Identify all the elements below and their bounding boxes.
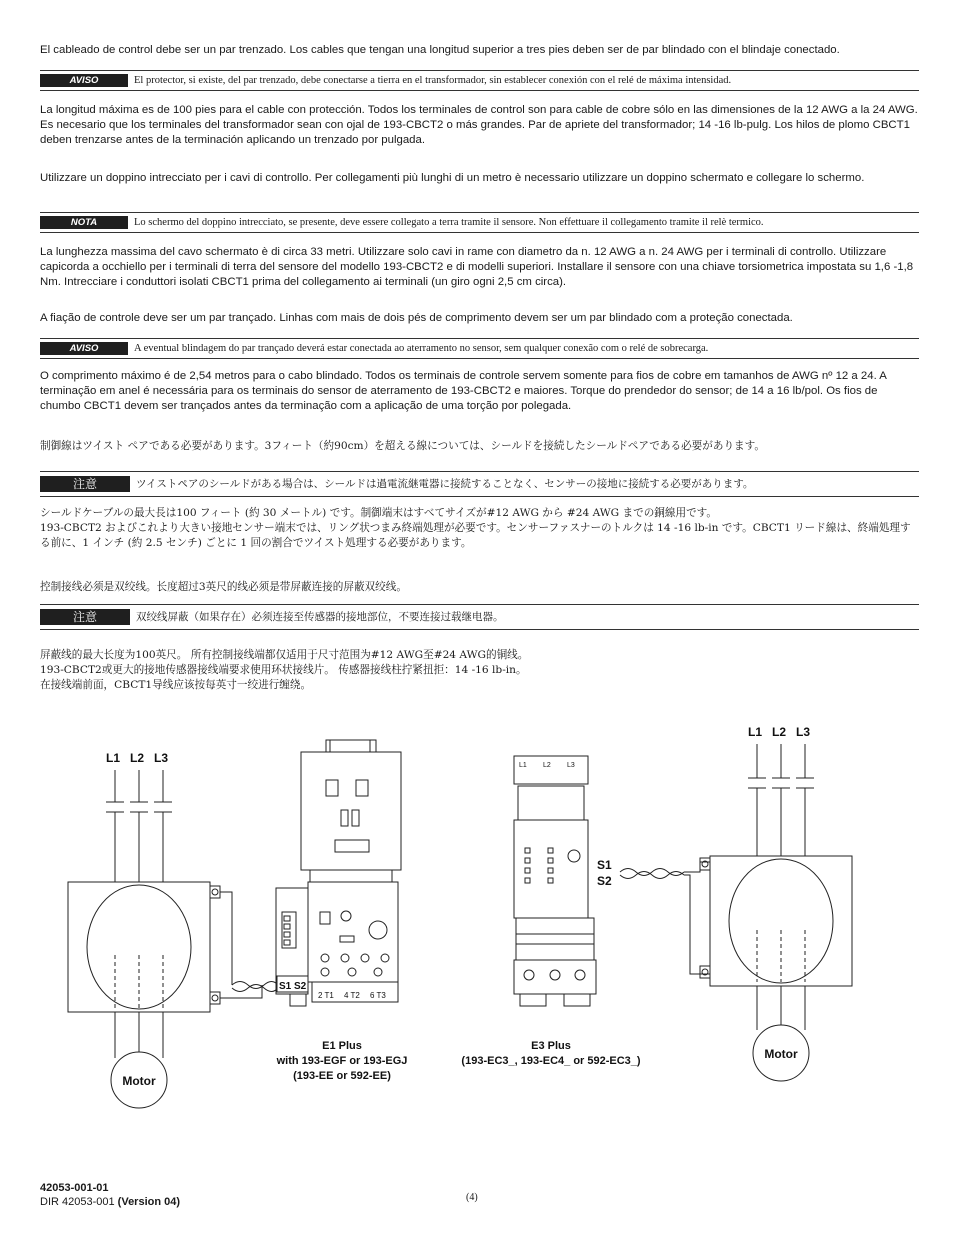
japanese-paragraph-1: 制御線はツイスト ペアである必要があります。3フィート（約90cm）を超える線については、シールドを接続したシールドペアである必要があります。 [40, 440, 765, 452]
e3-s1-label: S1 [597, 858, 612, 872]
e3-top-l3: L3 [567, 762, 575, 769]
left-twisted-pair-cable [220, 892, 278, 998]
e1-caption-1: E1 Plus [322, 1040, 362, 1052]
chinese-paragraph-1: 控制接线必须是双绞线。长度超过3英尺的线必须是带屏蔽连接的屏蔽双绞线。 [40, 581, 407, 593]
page-number: (4) [466, 1192, 478, 1203]
portuguese-paragraph-2: O comprimento máximo é de 2,54 metros para o cabo blindado. Todos os terminais de controle servem somente para fios de cobre em tamanhos de AWG nº 12 a 24. A terminação em anel é necessária para os terminais do sensor de aterramento de 193-CBCT2 e maiores. Torque do prendedor do sensor; de 14 a 16 lb/pol. Os fios de chumbo CBCT1 devem ser trançados antes da terminação com a aplicação de uma torção por polegada. [40, 370, 887, 412]
spanish-paragraph-1: El cableado de control debe ser un par trenzado. Los cables que tengan una longitud superior a tres pies deben ser de par blindado con el blindaje conectado. [40, 44, 840, 56]
chinese-paragraph-2a: 屏蔽线的最大长度为100英尺。 所有控制接线端都仅适用于尺寸范围为#12 AWG至#24 AWG的铜线。 [40, 649, 529, 661]
right-l1-label: L1 [748, 725, 763, 739]
italian-paragraph-2: La lunghezza massima del cavo schermato è di circa 33 metri. Utilizzare solo cavi in rame con diametro da n. 12 AWG a n. 24 AWG per i terminali di controllo. Utilizzare capicorda a occhiello per i terminali di terra del sensore del modello 193-CBCT2 e di modelli superiori. Installare il sensore con una chiave torsiometrica impostata su 1,6 -1,8 Nm. Intrecciare i conduttori isolati CBCT1 prima del collegamento ai terminali (un giro ogni 2,5 cm circa). [40, 246, 914, 288]
left-motor-label: Motor [122, 1074, 156, 1088]
document-number: 42053-001-01 [40, 1182, 109, 1194]
left-l2-label: L2 [130, 751, 145, 765]
version-label: (Version 04) [117, 1196, 181, 1208]
e1-caption-3: (193-EE or 592-EE) [293, 1070, 391, 1082]
notice-text: Lo schermo del doppino intrecciato, se presente, deve essere collegato a terra tramite il sensore. Non effettuare il collegamento tramite il relè termico. [134, 217, 764, 228]
chinese-paragraph-2b: 193-CBCT2或更大的接地传感器接线端要求使用环状接线片。 传感器接线柱拧紧扭拒：14 -16 lb-in。 [40, 664, 527, 676]
notice-text: A eventual blindagem do par trançado deverá estar conectada ao aterramento no sensor, sem qualquer conexão com o relé de sobrecarga. [134, 343, 709, 354]
e3-caption-1: E3 Plus [531, 1040, 571, 1052]
notice-tag: NOTA [40, 216, 128, 229]
e3-s2-label: S2 [597, 874, 612, 888]
chinese-paragraph-2c: 在接线端前面，CBCT1导线应该按每英寸一绞进行缠绕。 [40, 679, 312, 691]
e3-relay [514, 756, 596, 1006]
e1-s1s2-label: S1 S2 [279, 981, 307, 992]
italian-paragraph-1: Utilizzare un doppino intrecciato per i cavi di controllo. Per collegamenti più lunghi di un metro è necessario utilizzare un doppino schermato e collegare lo schermo. [40, 172, 865, 184]
e1-t1-label: 2 T1 [318, 991, 334, 1000]
e3-caption-2: (193-EC3_, 193-EC4_ or 592-EC3_) [461, 1055, 641, 1067]
e3-top-l1: L1 [519, 762, 527, 769]
notice-text: ツイストペアのシールドがある場合は、シールドは過電流継電器に接続することなく、センサーの接地に接続する必要があります。 [136, 478, 754, 490]
left-line-conductors [106, 770, 172, 1058]
left-l3-label: L3 [154, 751, 169, 765]
notice-tag: 注意 [40, 476, 130, 492]
portuguese-paragraph-1: A fiação de controle deve ser um par trançado. Linhas com mais de dois pés de comprimento devem ser um par blindado com a proteção conectada. [40, 312, 793, 324]
left-l1-label: L1 [106, 751, 121, 765]
right-twisted-pair-cable [620, 862, 710, 974]
notice-tag: AVISO [40, 342, 128, 355]
e3-top-l2: L2 [543, 762, 551, 769]
left-ground-fault-sensor [68, 882, 220, 1012]
japanese-paragraph-2b: 193-CBCT2 およびこれより大きい接地センサー端末では、リング状つまみ終端処理が必要です。センサーファスナーのトルクは 14 -16 lb-in です。CBCT1 リード線は、終端処理する前に、1 インチ (約 2.5 センチ) ごとに 1 回の割合でツイスト処理する必要があります。 [40, 522, 911, 549]
e1-t2-label: 4 T2 [344, 991, 360, 1000]
notice-text: 双绞线屏蔽（如果存在）必须连接至传感器的接地部位，不要连接过载继电器。 [136, 611, 504, 623]
notice-tag: 注意 [40, 609, 130, 625]
dir-number: DIR 42053-001 [40, 1196, 118, 1208]
e1-contactor [301, 740, 401, 882]
e1-caption-2: with 193-EGF or 193-EGJ [276, 1055, 408, 1067]
notice-tag: AVISO [40, 74, 128, 87]
notice-text: El protector, si existe, del par trenzado, debe conectarse a tierra en el transformador, sin establecer conexión con el relé de máxima intensidad. [134, 75, 732, 86]
japanese-paragraph-2a: シールドケーブルの最大長は100 フィート (約 30 メートル) です。制御端末はすべてサイズが#12 AWG から #24 AWG までの銅線用です。 [40, 507, 718, 519]
dir-line [40, 1195, 180, 1209]
right-line-conductors [748, 744, 814, 1030]
right-ground-fault-sensor [700, 856, 852, 986]
right-l3-label: L3 [796, 725, 811, 739]
right-l2-label: L2 [772, 725, 787, 739]
right-motor-label: Motor [764, 1047, 798, 1061]
e1-t3-label: 6 T3 [370, 991, 386, 1000]
spanish-paragraph-2: La longitud máxima es de 100 pies para el cable con protección. Todos los terminales de control son para cable de cobre sólo en las dimensiones de la 12 AWG a la 24 AWG. Es necesario que los terminales del transformador sean con ojal de 193-CBCT2 o más grandes. Par de apriete del transformador; 14 -16 lb-pulg. Los hilos de plomo CBCT1 deben trenzarse antes de la terminación aplicando un trenzado por pulgada. [40, 104, 918, 146]
